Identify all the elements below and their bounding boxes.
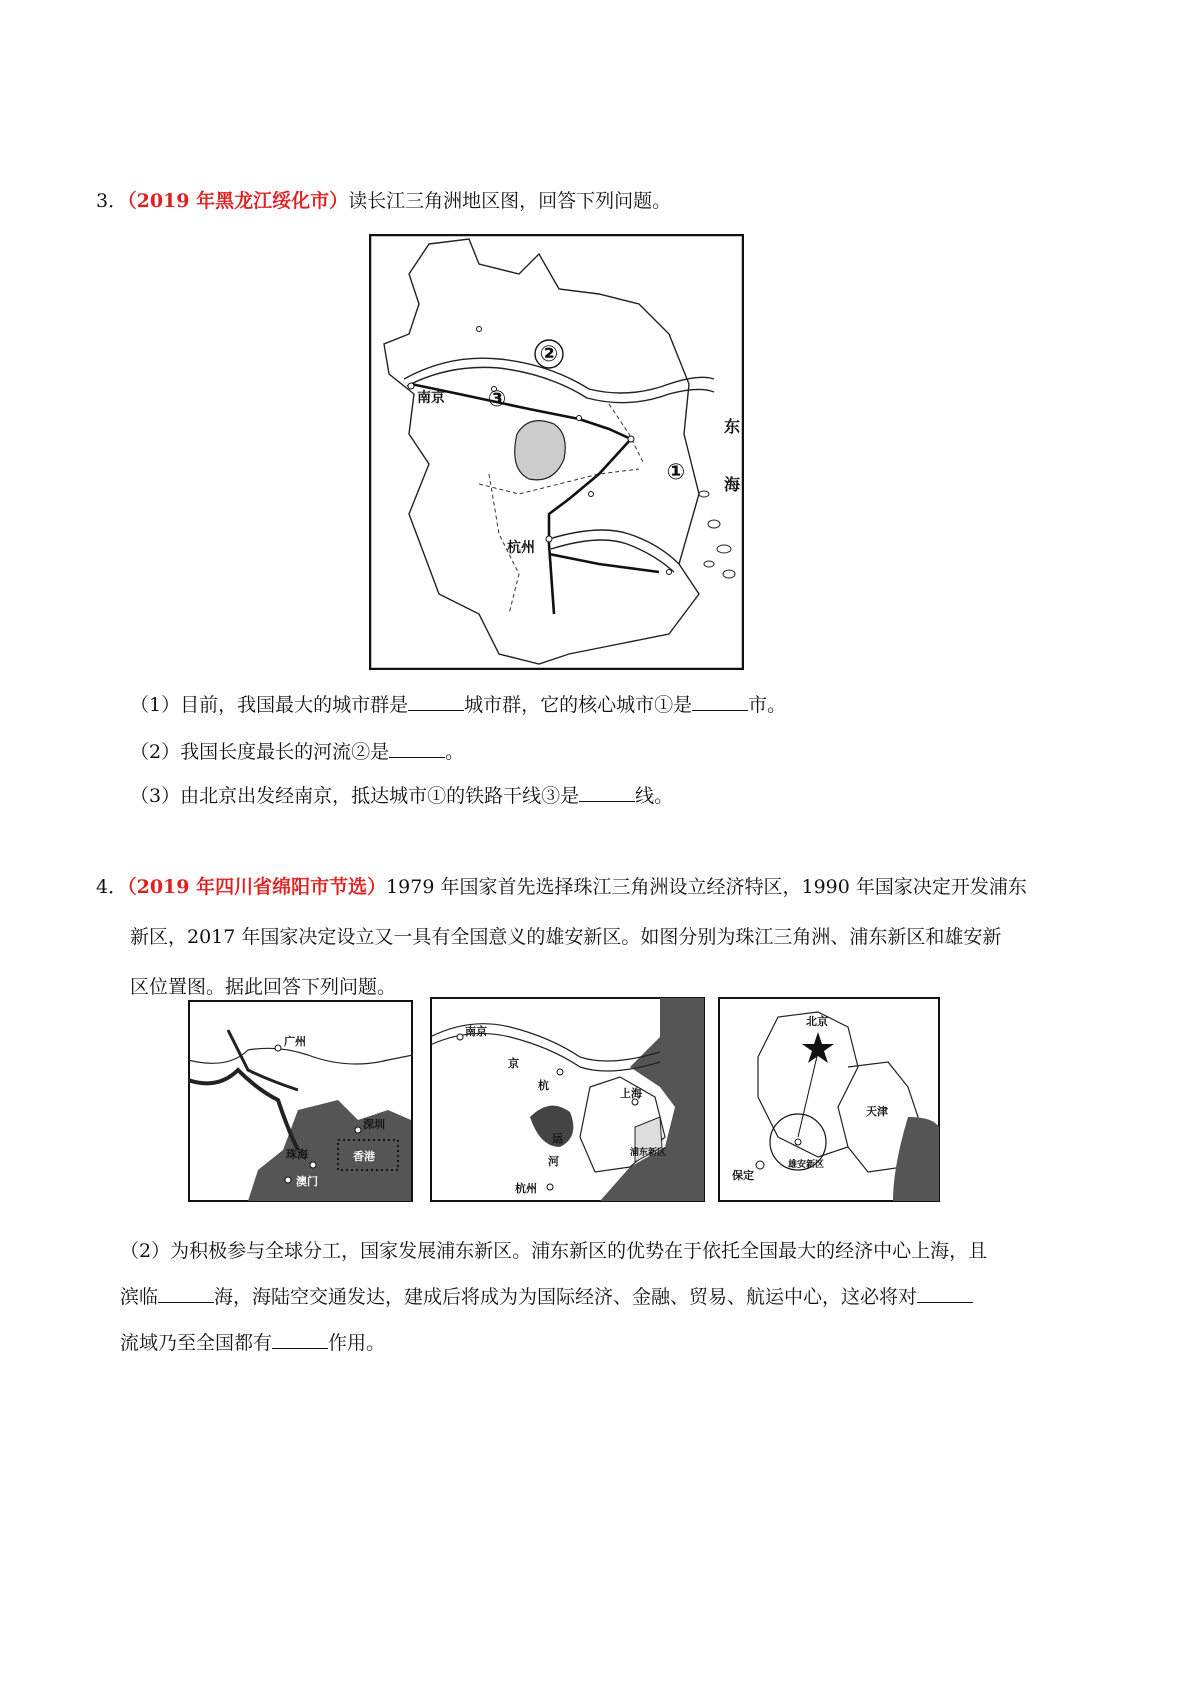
q3-stem xyxy=(96,182,671,220)
answer-blank[interactable] xyxy=(579,781,635,802)
map2-label-jing: 京 xyxy=(508,1057,519,1070)
q4-number: 4． xyxy=(96,876,128,898)
answer-blank[interactable] xyxy=(272,1328,328,1349)
q3-number: 3． xyxy=(96,190,128,212)
map-label-east: 东 xyxy=(724,417,741,436)
answer-blank[interactable] xyxy=(692,690,748,711)
answer-blank[interactable] xyxy=(408,690,464,711)
map1-label-hongkong: 香港 xyxy=(353,1150,375,1163)
map1-label-guangzhou: 广州 xyxy=(284,1035,306,1048)
map-label-nanjing: 南京 xyxy=(417,390,445,406)
pearl-river-delta-map xyxy=(188,1000,413,1202)
q4-source: （2019 年四川省绵阳市节选） xyxy=(127,876,387,898)
map-mark-3: ③ xyxy=(487,387,507,412)
map2-label-shanghai: 上海 xyxy=(620,1087,642,1100)
q3-item-2: （2）我国长度最长的河流②是 。 xyxy=(130,737,464,767)
q3-stem-text: 读长江三角洲地区图，回答下列问题。 xyxy=(348,190,672,212)
xiongan-map xyxy=(718,997,940,1202)
map2-label-pudong: 浦东新区 xyxy=(630,1148,667,1158)
map1-label-shenzhen: 深圳 xyxy=(363,1118,385,1131)
map-label-hangzhou: 杭州 xyxy=(507,540,535,556)
q3-item-3: （3）由北京出发经南京，抵达城市①的铁路干线③是 线。 xyxy=(130,781,673,811)
answer-blank[interactable] xyxy=(917,1282,973,1303)
map3-label-tianjin: 天津 xyxy=(866,1105,888,1118)
map3-label-beijing: 北京 xyxy=(806,1015,828,1028)
map-mark-1: ① xyxy=(666,460,686,485)
q3-item-1: （1）目前，我国最大的城市群是 城市群，它的核心城市①是 市。 xyxy=(130,690,786,720)
map3-label-xiongan: 雄安新区 xyxy=(788,1160,825,1170)
q3-source: （2019 年黑龙江绥化市） xyxy=(127,190,349,212)
map2-label-hang: 杭 xyxy=(538,1079,549,1092)
map3-label-baoding: 保定 xyxy=(732,1169,754,1182)
answer-blank[interactable] xyxy=(389,737,445,758)
map-label-sea: 海 xyxy=(724,475,741,494)
pudong-map xyxy=(430,997,705,1202)
map2-label-hangzhou: 杭州 xyxy=(515,1182,537,1195)
map2-label-yun: 运 xyxy=(552,1132,563,1145)
map-mark-2: ② xyxy=(539,342,559,367)
q4-item-2: （2）为积极参与全球分工，国家发展浦东新区。浦东新区的优势在于依托全国最大的经济中心上海，且 滨临 海，海陆空交通发达，建成后将成为为国际经济、金融、贸易、航运中心，这必将对 流域乃至全国都有 作用。 xyxy=(120,1240,988,1354)
q4-stem: 4．（2019 年四川省绵阳市节选）1979 年国家首先选择珠江三角洲设立经济特区，1990 年国家决定开发浦东 新区，2017 年国家决定设立又一具有全国意义的雄安新区。如图分别为珠江三角洲、浦东新区和雄安新 区位置图。据此回答下列问题。 xyxy=(96,876,1027,998)
map2-label-he: 河 xyxy=(548,1155,559,1168)
answer-blank[interactable] xyxy=(158,1282,214,1303)
map1-label-macau: 澳门 xyxy=(296,1175,318,1188)
map1-label-zhuhai: 珠海 xyxy=(286,1148,308,1161)
map2-label-nanjing: 南京 xyxy=(465,1025,487,1038)
yangtze-delta-map xyxy=(369,234,744,670)
